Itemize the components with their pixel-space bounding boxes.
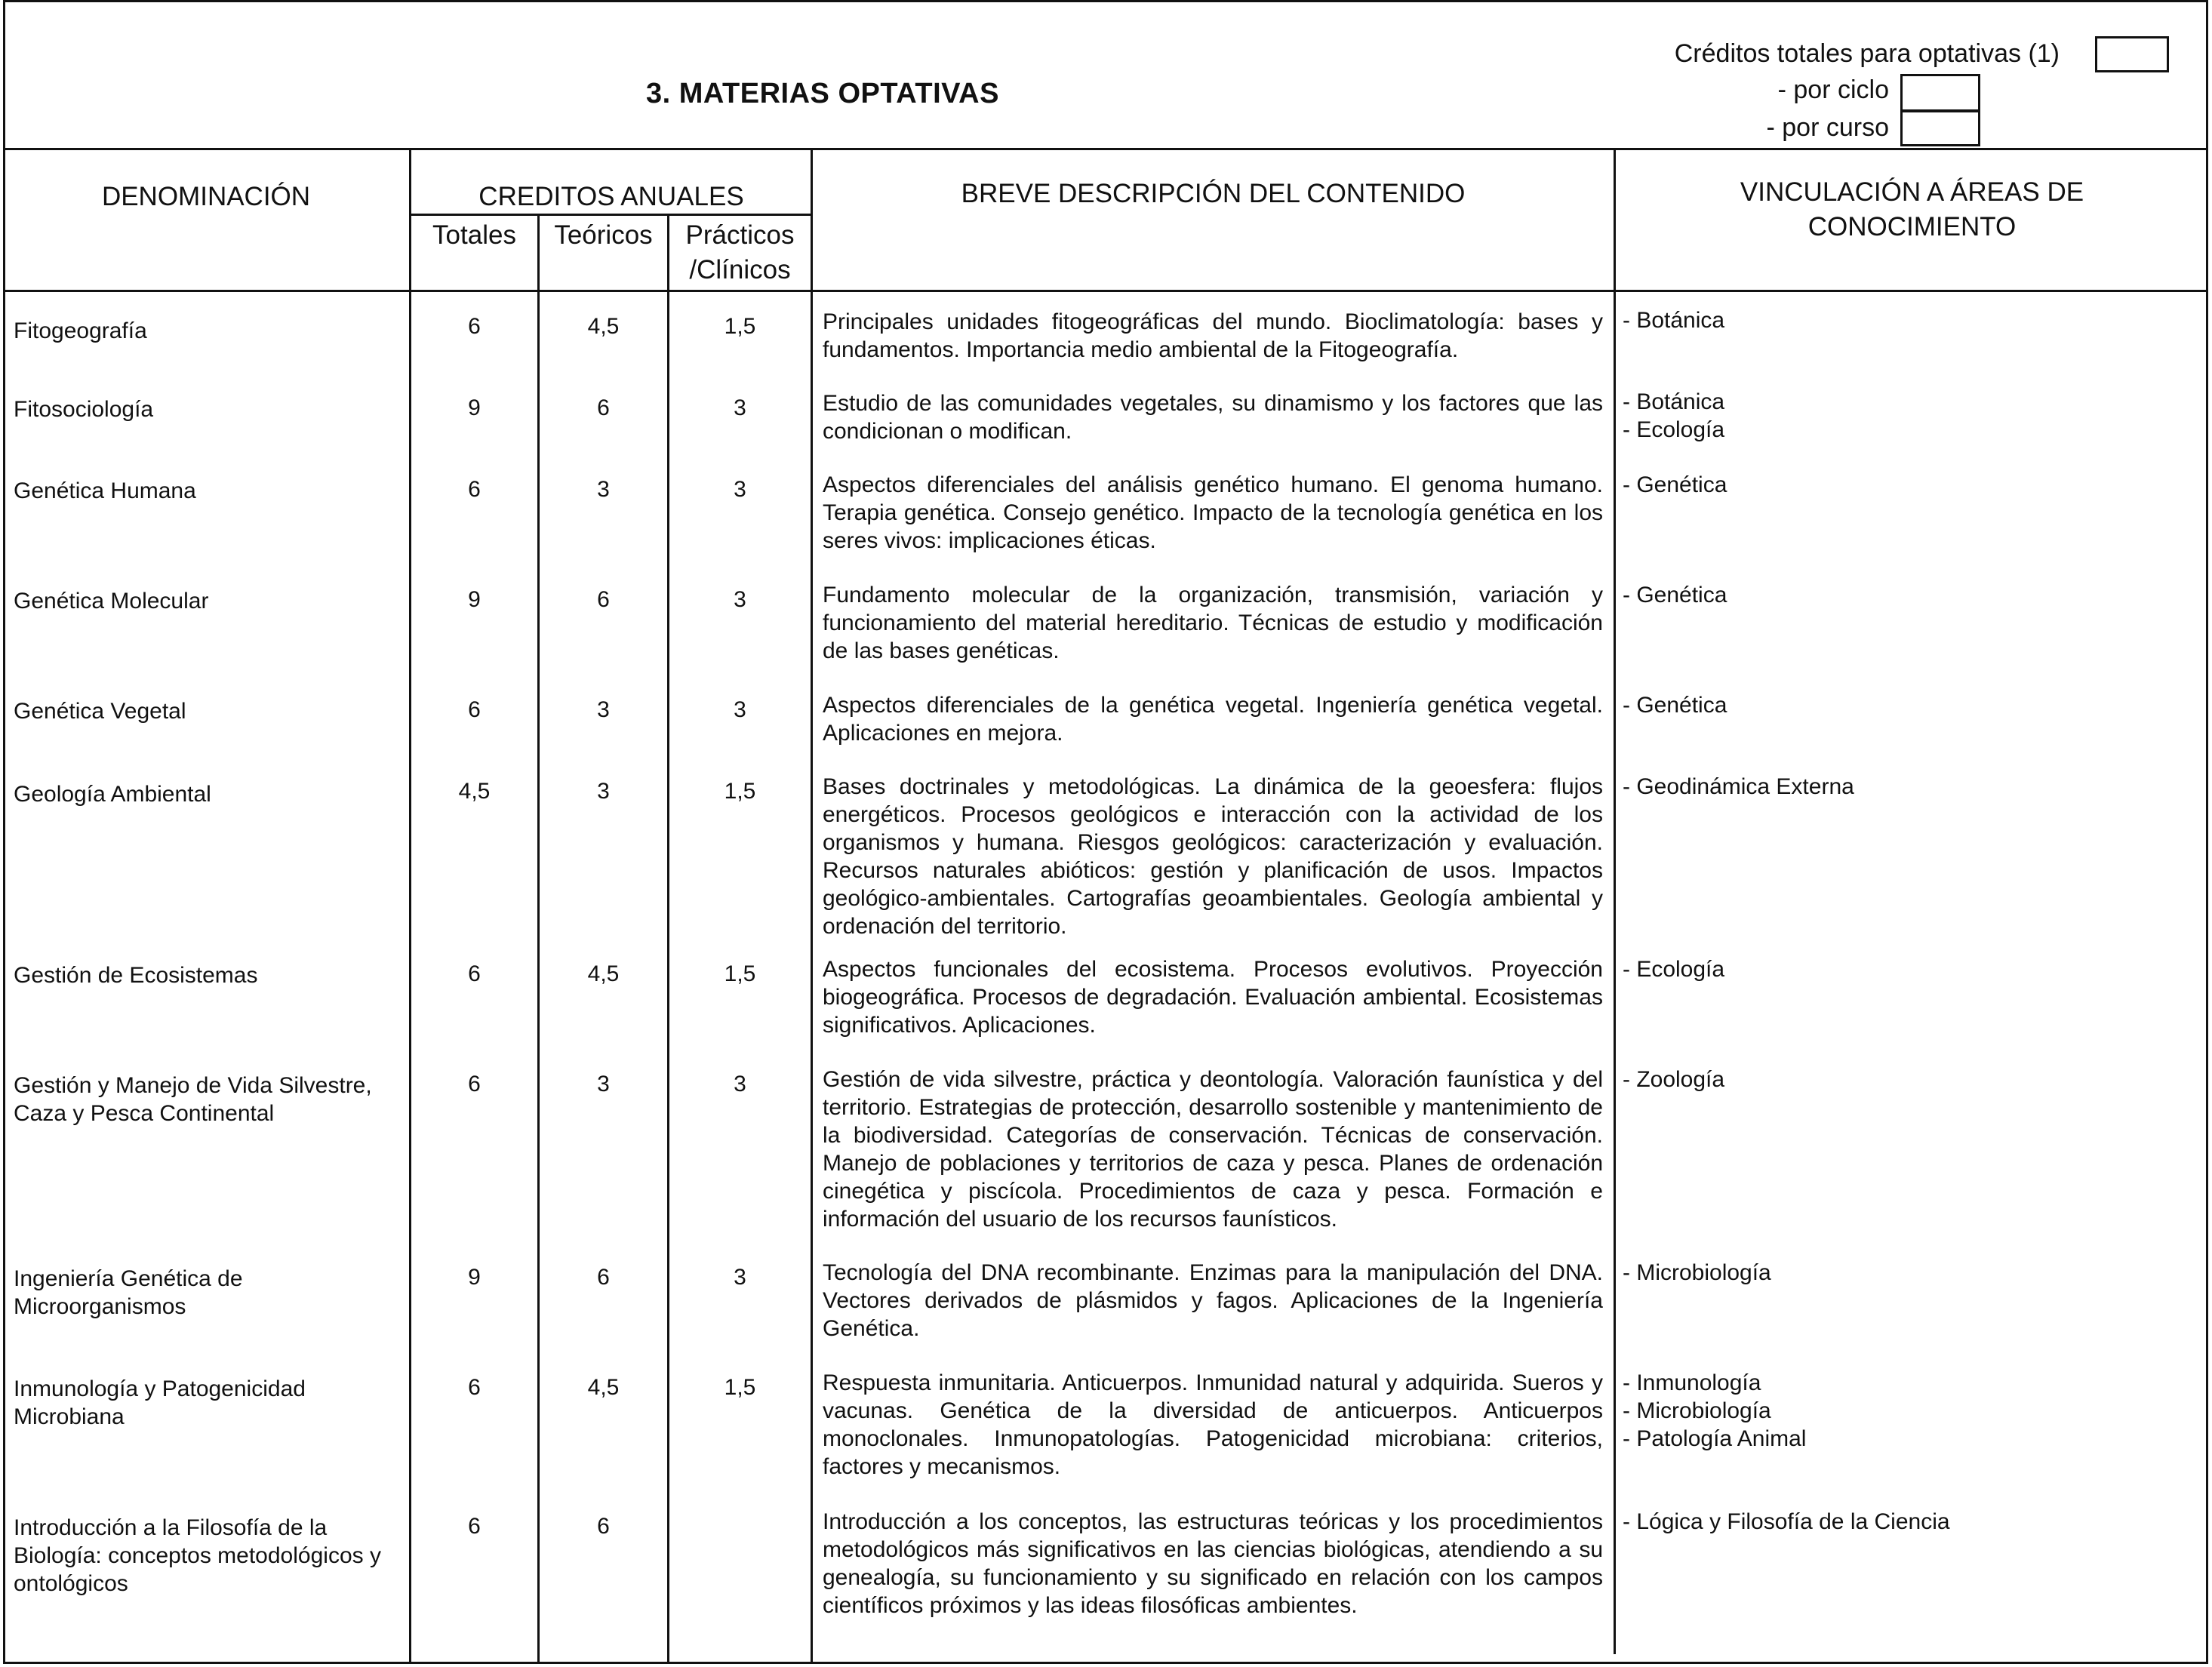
row-8-practicos: 3: [734, 1265, 746, 1290]
row-9-area-1: - Microbiología: [1623, 1398, 1771, 1423]
col-divider-4: [811, 148, 813, 1664]
row-4-totales: 6: [468, 697, 481, 722]
row-4-areas: [1623, 691, 2204, 719]
row-3-totales: 9: [468, 587, 481, 612]
row-6-areas: [1623, 955, 2204, 983]
row-8-totales: 9: [468, 1265, 481, 1290]
row-10-description: Introducción a los conceptos, las estructuras teóricas y los procedimientos metodológicos más significativos en las ciencias biológicas, atendiendo a su genealogía, su funcionamiento y su significado en relación con los campos científicos próximos y las ideas filosóficas ambientes.: [823, 1509, 1603, 1618]
row-9-area-2: - Patología Animal: [1623, 1426, 1807, 1451]
row-3-areas: [1623, 581, 2204, 609]
row-9-description: Respuesta inmunitaria. Anticuerpos. Inmunidad natural y adquirida. Sueros y vacunas. Genética de la diversidad de anticuerpos. Anticuerpos monoclonales. Inmunopatologías. Patogenicidad microbiana: criterios, factores y mecanismos.: [823, 1370, 1603, 1479]
row-4-teoricos: 3: [597, 697, 610, 722]
row-3-area-0: - Genética: [1623, 583, 1727, 607]
row-9-name: Inmunología y Patogenicidad Microbiana: [14, 1376, 306, 1429]
row-6-area-0: - Ecología: [1623, 957, 1725, 982]
row-5-area-0: - Geodinámica Externa: [1623, 774, 1854, 799]
row-0-description: Principales unidades fitogeográficas del mundo. Bioclimatología: bases y fundamentos. Importancia medio ambiental de la Fitogeografía.: [823, 309, 1603, 362]
row-5-name: Geología Ambiental: [14, 782, 211, 807]
row-2-totales: 6: [468, 477, 481, 502]
row-1-practicos: 3: [734, 395, 746, 420]
header-practicos-line2: /Clínicos: [689, 255, 791, 284]
por-curso-label: - por curso: [1766, 113, 1889, 142]
row-6-practicos: 1,5: [724, 961, 756, 986]
row-2-name: Genética Humana: [14, 478, 196, 503]
row-4-description: Aspectos diferenciales de la genética vegetal. Ingeniería genética vegetal. Aplicaciones en mejora.: [823, 693, 1603, 746]
row-3-name: Genética Molecular: [14, 589, 209, 614]
row-7-totales: 6: [468, 1072, 481, 1096]
col-divider-3: [667, 214, 669, 1664]
header-totales: Totales: [432, 220, 516, 250]
row-7-teoricos: 3: [597, 1072, 610, 1096]
header-divider: [3, 148, 2208, 150]
header-practicos: [669, 218, 811, 288]
row-8-teoricos: 6: [597, 1265, 610, 1290]
col-divider-2: [537, 214, 540, 1664]
row-1-area-1: - Ecología: [1623, 417, 1725, 442]
row-2-teoricos: 3: [597, 477, 610, 502]
row-0-teoricos: 4,5: [587, 314, 620, 339]
header-vinculacion-line1: VINCULACIÓN A ÁREAS DE: [1740, 177, 2084, 207]
row-1-teoricos: 6: [597, 395, 610, 420]
header-descripcion: BREVE DESCRIPCIÓN DEL CONTENIDO: [961, 179, 1466, 208]
row-10-areas: [1623, 1508, 2204, 1536]
row-2-description: Aspectos diferenciales del análisis genético humano. El genoma humano. Terapia genética. Consejo genético. Impacto de la tecnología genética en los seres vivos: implicaciones éticas.: [823, 472, 1603, 553]
row-4-practicos: 3: [734, 697, 746, 722]
header-denominacion: DENOMINACIÓN: [101, 182, 311, 211]
row-2-areas: [1623, 471, 2204, 499]
row-7-description: Gestión de vida silvestre, práctica y deontología. Valoración faunística y del territorio. Estrategias de protección, desarrollo sostenible y mantenimiento de la biodiversidad. Categorías de conservación. Técnicas de conservación. Manejo de poblaciones y territorios de caza y pesca. Planes de ordenación cinegética y piscícola. Procedimientos de caza y pesca. Formación e información del usuario de los recursos faunísticos.: [823, 1067, 1603, 1232]
header-practicos-line1: Prácticos: [685, 220, 795, 250]
row-0-areas: [1623, 306, 2204, 334]
row-8-area-0: - Microbiología: [1623, 1260, 1771, 1285]
row-8-description: Tecnología del DNA recombinante. Enzimas para la manipulación del DNA. Vectores derivados de plásmidos y fagos. Aplicaciones de la Ingeniería Genética.: [823, 1260, 1603, 1341]
header-vinculacion-line2: CONOCIMIENTO: [1807, 212, 2017, 241]
row-10-area-0: - Lógica y Filosofía de la Ciencia: [1623, 1509, 1950, 1534]
page-title: 3. MATERIAS OPTATIVAS: [646, 78, 999, 109]
column-header-bottom: [3, 290, 2208, 292]
row-6-teoricos: 4,5: [587, 961, 620, 986]
row-9-area-0: - Inmunología: [1623, 1370, 1761, 1395]
por-ciclo-label: - por ciclo: [1777, 75, 1889, 104]
row-5-description: Bases doctrinales y metodológicas. La dinámica de la geoesfera: flujos energéticos. Procesos geológicos e interacción con la actividad de los organismos y humana. Riesgos geológicos: caracterización y evaluación. Recursos naturales abióticos: gestión y planificación de usos. Impactos geológico-ambientales. Cartografías geoambientales. Geología ambiental y ordenación del territorio.: [823, 774, 1603, 939]
row-0-practicos: 1,5: [724, 314, 756, 339]
row-10-totales: 6: [468, 1514, 481, 1539]
por-curso-box[interactable]: [1900, 110, 1980, 146]
row-6-name: Gestión de Ecosistemas: [14, 963, 258, 988]
header-creditos-anuales: CREDITOS ANUALES: [478, 182, 744, 211]
row-0-totales: 6: [468, 314, 481, 339]
row-7-name: Gestión y Manejo de Vida Silvestre, Caza y Pesca Continental: [14, 1073, 372, 1126]
row-9-totales: 6: [468, 1375, 481, 1400]
row-9-teoricos: 4,5: [587, 1375, 620, 1400]
row-10-teoricos: 6: [597, 1514, 610, 1539]
col-divider-1: [409, 148, 411, 1664]
row-8-areas: [1623, 1259, 2204, 1287]
row-5-areas: [1623, 773, 2204, 801]
row-9-practicos: 1,5: [724, 1375, 756, 1400]
row-2-practicos: 3: [734, 477, 746, 502]
row-7-areas: [1623, 1066, 2204, 1093]
row-8-name: Ingeniería Genética de Microorganismos: [14, 1266, 243, 1319]
row-1-totales: 9: [468, 395, 481, 420]
row-5-practicos: 1,5: [724, 779, 756, 804]
row-2-area-0: - Genética: [1623, 472, 1727, 497]
row-9-areas: [1623, 1369, 2204, 1453]
creditos-totales-label: Créditos totales para optativas (1): [1674, 39, 2060, 68]
row-1-description: Estudio de las comunidades vegetales, su dinamismo y los factores que las condicionan o modifican.: [823, 391, 1603, 444]
row-4-area-0: - Genética: [1623, 693, 1727, 718]
row-5-totales: 4,5: [458, 779, 491, 804]
por-ciclo-box[interactable]: [1900, 74, 1980, 112]
row-7-area-0: - Zoología: [1623, 1067, 1725, 1092]
header-vinculacion: [1616, 175, 2208, 245]
header-teoricos: Teóricos: [554, 220, 653, 250]
row-6-totales: 6: [468, 961, 481, 986]
row-3-teoricos: 6: [597, 587, 610, 612]
row-4-name: Genética Vegetal: [14, 699, 186, 724]
row-3-description: Fundamento molecular de la organización, transmisión, variación y funcionamiento del material hereditario. Técnicas de estudio y modificación de las bases genéticas.: [823, 583, 1603, 663]
row-0-area-0: - Botánica: [1623, 308, 1725, 333]
row-10-name: Introducción a la Filosofía de la Biología: conceptos metodológicos y ontológicos: [14, 1515, 381, 1596]
row-3-practicos: 3: [734, 587, 746, 612]
col-divider-5: [1614, 148, 1616, 1654]
row-1-name: Fitosociología: [14, 397, 154, 422]
row-1-areas: [1623, 388, 2204, 444]
row-5-teoricos: 3: [597, 779, 610, 804]
row-7-practicos: 3: [734, 1072, 746, 1096]
row-0-name: Fitogeografía: [14, 318, 147, 343]
row-1-area-0: - Botánica: [1623, 389, 1725, 414]
row-6-description: Aspectos funcionales del ecosistema. Procesos evolutivos. Proyección biogeográfica. Procesos de degradación. Evaluación ambiental. Ecosistemas significativos. Aplicaciones.: [823, 957, 1603, 1038]
creditos-totales-box[interactable]: [2095, 36, 2169, 72]
